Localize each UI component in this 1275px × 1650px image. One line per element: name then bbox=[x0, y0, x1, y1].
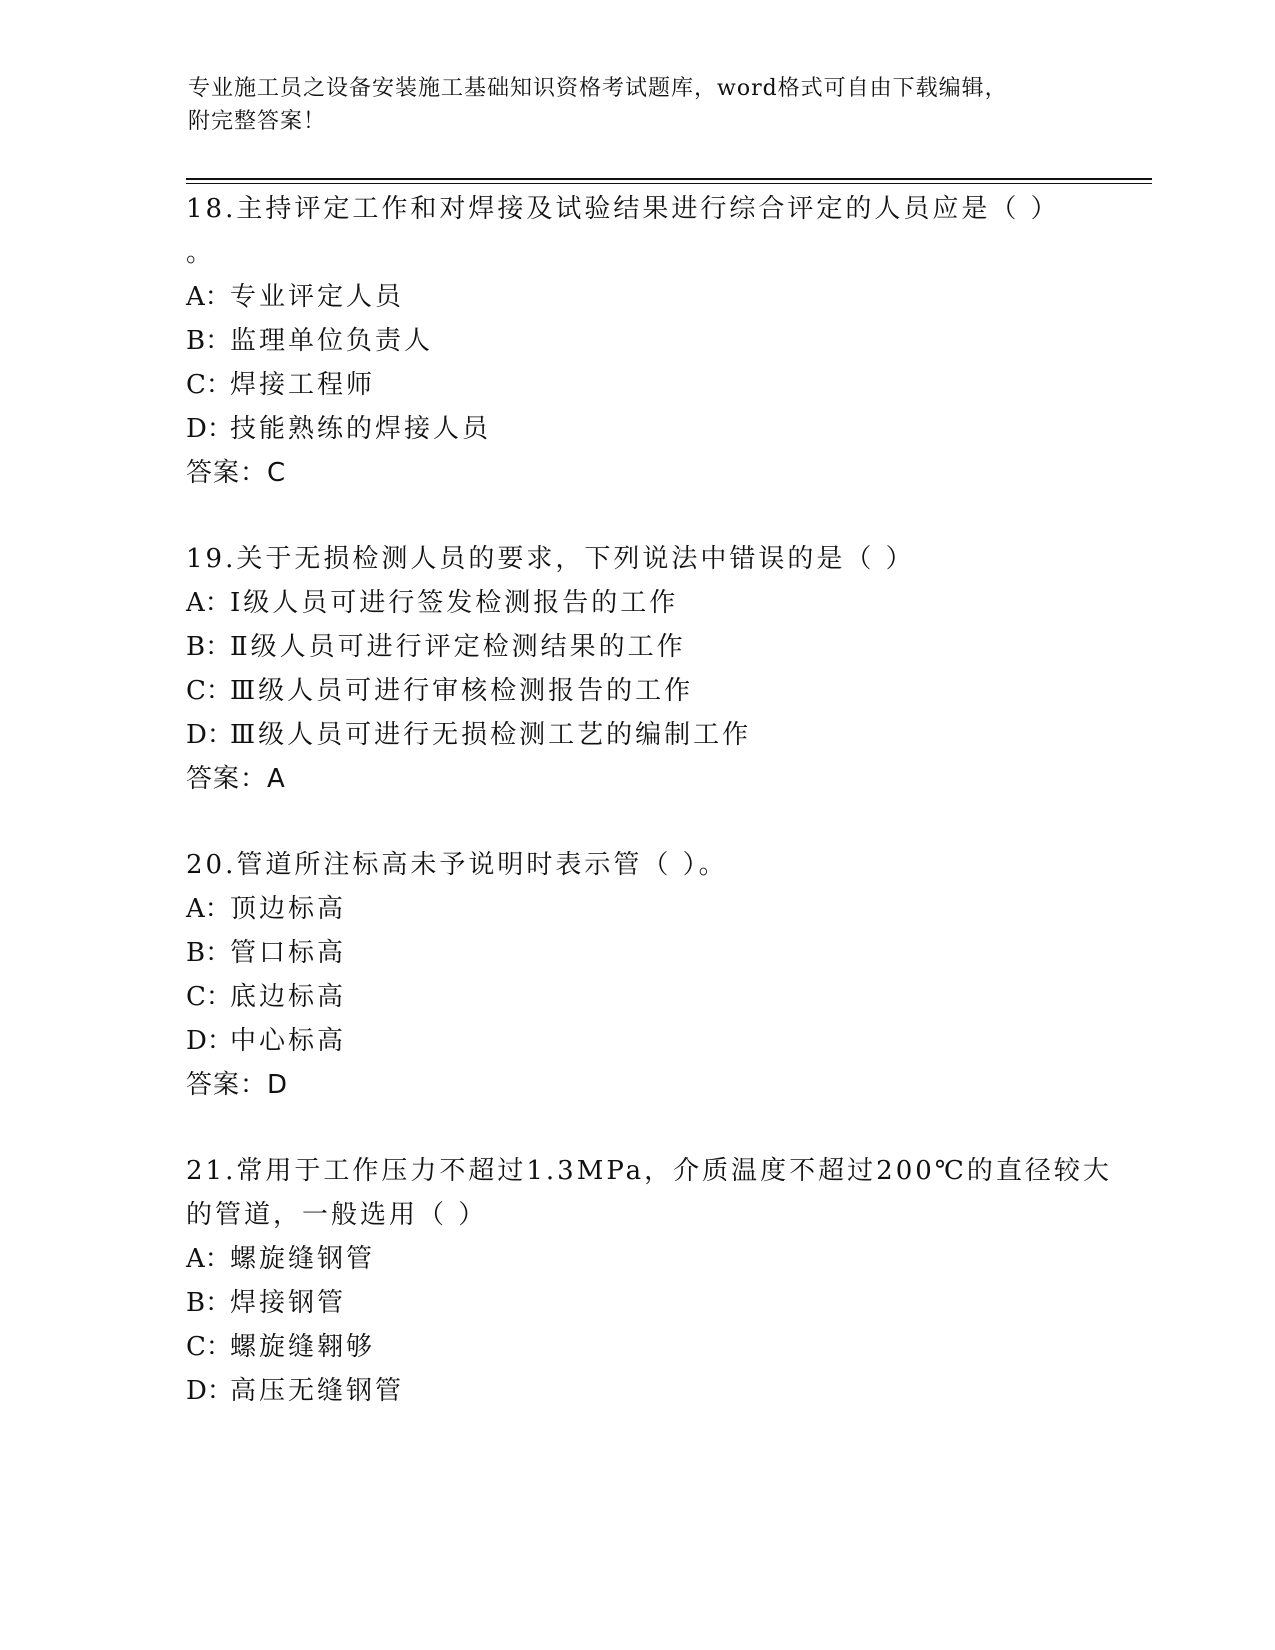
option-letter: D： bbox=[186, 1026, 233, 1056]
option-text: 焊接工程师 bbox=[230, 370, 376, 400]
option-text: 顶边标高 bbox=[230, 894, 347, 924]
option-letter: B： bbox=[186, 326, 232, 356]
document-header bbox=[188, 72, 1088, 138]
option-letter: D： bbox=[186, 414, 233, 444]
question-18-option-b bbox=[186, 324, 433, 358]
question-19-option-d bbox=[186, 718, 751, 752]
option-text: Ⅰ级人员可进行签发检测报告的工作 bbox=[230, 588, 679, 618]
question-21-option-d bbox=[186, 1374, 404, 1408]
option-text: Ⅲ级人员可进行无损检测工艺的编制工作 bbox=[230, 720, 752, 750]
option-text: 技能熟练的焊接人员 bbox=[230, 414, 492, 444]
option-letter: C： bbox=[186, 370, 232, 400]
option-letter: D： bbox=[186, 720, 233, 750]
question-19-option-a bbox=[186, 586, 678, 620]
question-21-option-b bbox=[186, 1286, 346, 1320]
question-20-stem: 20.管道所注标高未予说明时表示管（ ）。 bbox=[186, 850, 728, 880]
option-text: Ⅱ级人员可进行评定检测结果的工作 bbox=[230, 632, 686, 662]
question-18-option-d bbox=[186, 412, 491, 446]
question-20-option-b bbox=[186, 936, 346, 970]
question-18-option-a bbox=[186, 280, 404, 314]
option-letter: B： bbox=[186, 632, 232, 662]
option-letter: A： bbox=[186, 282, 231, 312]
option-text: 中心标高 bbox=[230, 1026, 347, 1056]
option-text: 底边标高 bbox=[230, 982, 347, 1012]
question-18-answer: 答案：C bbox=[186, 458, 287, 488]
header-divider bbox=[186, 178, 1152, 184]
question-18-option-c bbox=[186, 368, 375, 402]
option-text: Ⅲ级人员可进行审核检测报告的工作 bbox=[230, 676, 694, 706]
question-21-stem-line-1: 21.常用于工作压力不超过1.3MPa，介质温度不超过200℃的直径较大 bbox=[186, 1156, 1112, 1186]
option-letter: C： bbox=[186, 676, 232, 706]
question-20-option-c bbox=[186, 980, 346, 1014]
option-text: 螺旋缝钢管 bbox=[230, 1244, 376, 1274]
option-letter: A： bbox=[186, 588, 231, 618]
option-letter: D： bbox=[186, 1376, 233, 1406]
option-text: 焊接钢管 bbox=[230, 1288, 347, 1318]
option-text: 螺旋缝翱够 bbox=[230, 1332, 376, 1362]
question-18-stem-line-1: 18.主持评定工作和对焊接及试验结果进行综合评定的人员应是（ ） bbox=[186, 194, 1060, 224]
question-21-option-c bbox=[186, 1330, 375, 1364]
question-20-option-a bbox=[186, 892, 346, 926]
question-19-stem: 19.关于无损检测人员的要求，下列说法中错误的是（ ） bbox=[186, 544, 915, 574]
option-letter: C： bbox=[186, 982, 232, 1012]
question-21-stem-line-2: 的管道，一般选用（ ） bbox=[186, 1200, 488, 1230]
option-text: 管口标高 bbox=[230, 938, 347, 968]
question-19-option-c bbox=[186, 674, 693, 708]
question-19-answer: 答案：A bbox=[186, 764, 286, 794]
option-text: 高压无缝钢管 bbox=[230, 1376, 405, 1406]
option-letter: B： bbox=[186, 938, 232, 968]
question-18-stem-line-2: 。 bbox=[186, 238, 216, 268]
option-letter: A： bbox=[186, 1244, 231, 1274]
option-letter: C： bbox=[186, 1332, 232, 1362]
option-text: 监理单位负责人 bbox=[230, 326, 434, 356]
question-21-option-a bbox=[186, 1242, 375, 1276]
question-20-option-d bbox=[186, 1024, 346, 1058]
question-19-option-b bbox=[186, 630, 686, 664]
header-line-2: 附完整答案！ bbox=[188, 109, 327, 134]
question-20-answer: 答案：D bbox=[186, 1070, 289, 1100]
header-line-1: 专业施工员之设备安装施工基础知识资格考试题库，word格式可自由下载编辑， bbox=[188, 76, 1008, 101]
option-letter: B： bbox=[186, 1288, 232, 1318]
option-letter: A： bbox=[186, 894, 231, 924]
option-text: 专业评定人员 bbox=[230, 282, 405, 312]
